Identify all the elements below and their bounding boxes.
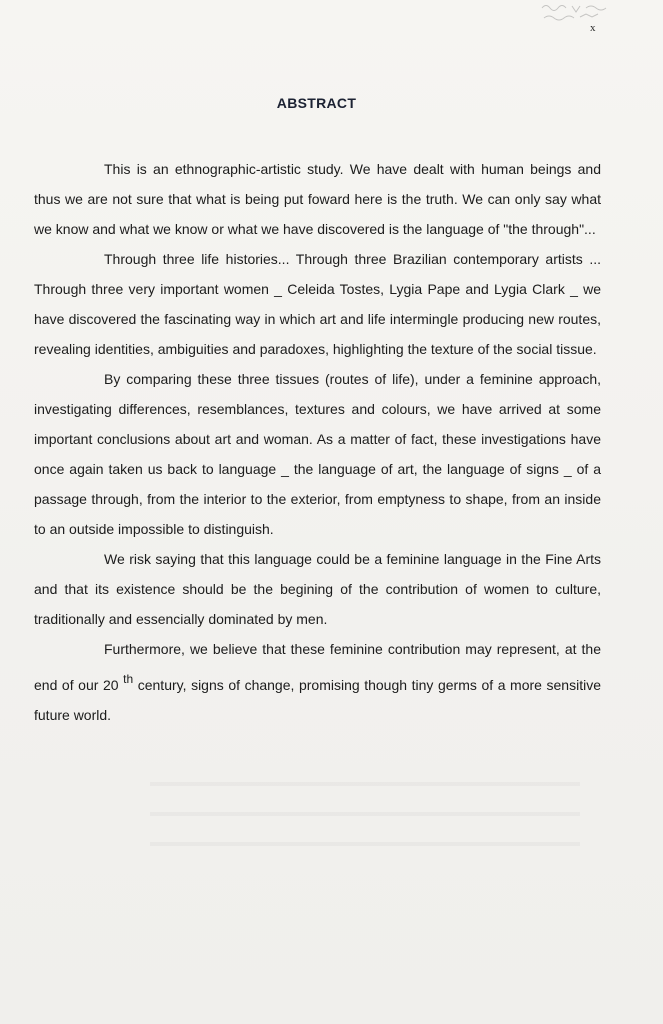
paragraph-5	[34, 634, 601, 730]
page-number: x	[590, 22, 596, 34]
paragraph-3: By comparing these three tissues (routes of life), under a feminine approach, investigating differences, resemblances, textures and colours, we have arrived at some important conclusions about art and woman. As a matter of fact, these investigations have once again taken us back to language _ the language of art, the language of signs _ of a passage through, from the interior to the exterior, from emptyness to shape, from an inside to an outside impossible to distinguish.	[34, 371, 601, 537]
paragraph-4: We risk saying that this language could be a feminine language in the Fine Arts and that its existence should be the begining of the contribution of women to culture, traditionally and essencially dominated by men.	[34, 551, 601, 627]
handwritten-catalog-mark	[536, 0, 626, 22]
paragraph-5-part-1: Furthermore, we believe that these feminine contribution may represent, at the end of our 20	[34, 641, 601, 693]
paragraph-1: This is an ethnographic-artistic study. We have dealt with human beings and thus we are not sure that what is being put foward here is the truth. We can only say what we know and what we know or what we have discovered is the language of "the through"...	[34, 161, 601, 237]
ordinal-superscript: th	[123, 672, 134, 686]
paragraph-5-part-2: century, signs of change, promising though tiny germs of a more sensitive future world.	[34, 677, 601, 723]
abstract-body	[34, 154, 601, 730]
paragraph-2: Through three life histories... Through three Brazilian contemporary artists ... Through three very important women _ Celeida Tostes, Lygia Pape and Lygia Clark _ we have discovered the fascinating way in which art and life intermingle producing new routes, revealing identities, ambiguities and paradoxes, highlighting the texture of the social tissue.	[34, 251, 601, 357]
show-through-texture	[150, 760, 580, 870]
page-title: ABSTRACT	[276, 95, 357, 111]
